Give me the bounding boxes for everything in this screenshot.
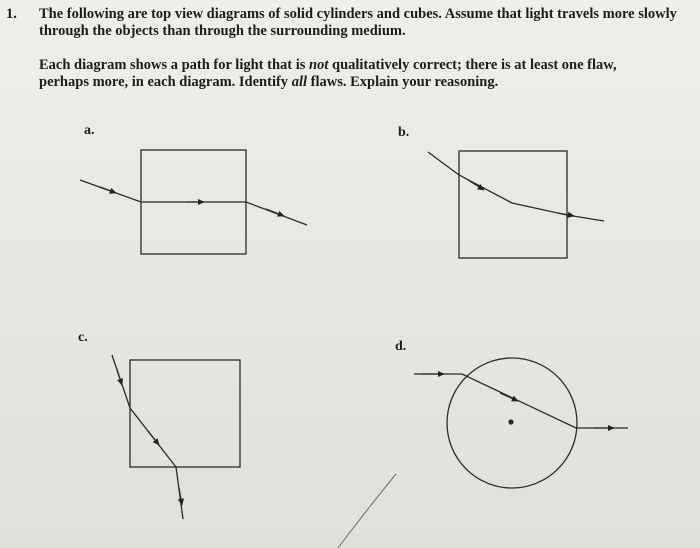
diagram-d bbox=[414, 358, 628, 488]
diagram-c bbox=[112, 355, 240, 519]
diagram-d-arrow-inside bbox=[500, 393, 518, 401]
diagram-b-cube bbox=[459, 151, 567, 258]
diagram-a-label: a. bbox=[84, 123, 95, 138]
question-intro: The following are top view diagrams of solid cylinders and cubes. Assume that light travels more slowly through the objects than through the surrounding medium. bbox=[39, 6, 677, 39]
diagram-c-arrow-inside bbox=[148, 431, 159, 445]
diagram-c-label: c. bbox=[78, 330, 88, 345]
diagram-a-arrow-out bbox=[266, 209, 284, 216]
diagram-b-arrow-inside bbox=[468, 180, 484, 190]
pencil-stroke bbox=[338, 474, 396, 548]
diagram-d-center-dot bbox=[509, 420, 513, 424]
diagram-b-arrow-out bbox=[558, 213, 574, 216]
diagram-a bbox=[80, 150, 307, 254]
diagram-d-light-ray bbox=[414, 374, 628, 428]
diagram-b-label: b. bbox=[398, 125, 410, 140]
diagram-d-label: d. bbox=[395, 339, 407, 354]
task-emphasis-all: all bbox=[291, 74, 307, 90]
task-text-2: qualitatively correct; there is at least one flaw, perhaps more, in each diagram. Identify bbox=[39, 57, 617, 90]
diagram-c-light-ray bbox=[112, 355, 183, 519]
diagram-a-arrow-in bbox=[100, 187, 116, 193]
task-emphasis-not: not bbox=[309, 57, 329, 73]
diagram-b-light-ray bbox=[428, 152, 604, 221]
question-number: 1. bbox=[6, 6, 17, 22]
diagram-c-arrow-in bbox=[117, 370, 122, 385]
diagram-c-cube bbox=[130, 360, 240, 467]
task-text-1: Each diagram shows a path for light that is bbox=[39, 57, 310, 73]
task-text-3: flaws. Explain your reasoning. bbox=[307, 74, 499, 90]
diagram-b bbox=[428, 151, 604, 258]
